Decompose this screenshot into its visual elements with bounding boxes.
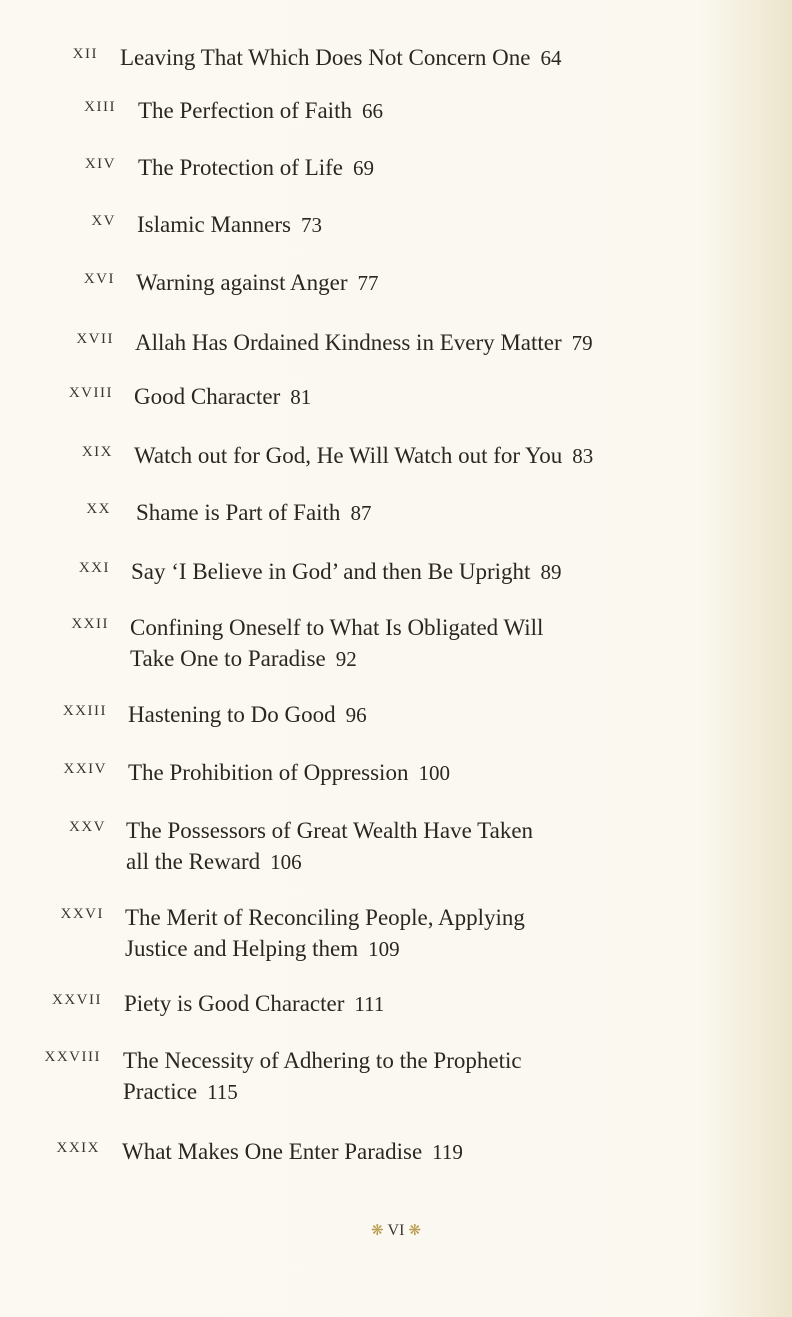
- chapter-numeral: XXVIII: [44, 1049, 101, 1065]
- chapter-numeral: XXI: [78, 560, 110, 576]
- chapter-numeral: XIV: [84, 156, 116, 172]
- chapter-title: [136, 497, 371, 529]
- title-line: Hastening to Do Good: [128, 702, 336, 727]
- chapter-numeral: XV: [91, 213, 116, 229]
- page-number: 119: [432, 1140, 463, 1164]
- chapter-title: [131, 556, 561, 588]
- chapter-numeral: XVII: [76, 331, 114, 347]
- chapter-title: [138, 95, 383, 127]
- chapter-title: [137, 209, 322, 241]
- title-line: The Perfection of Faith: [138, 98, 352, 123]
- ornament-icon: ❋: [370, 1223, 384, 1239]
- chapter-title: [138, 152, 374, 184]
- chapter-numeral: XX: [86, 501, 111, 517]
- title-line: Warning against Anger: [136, 270, 348, 295]
- chapter-numeral: XXIII: [62, 703, 107, 719]
- title-line: Say ‘I Believe in God’ and then Be Upright: [131, 559, 531, 584]
- page-number: 100: [418, 761, 450, 785]
- page-number: 66: [361, 99, 383, 123]
- title-line: Watch out for God, He Will Watch out for You: [134, 443, 563, 468]
- chapter-title: [134, 440, 593, 472]
- chapter-numeral: XVI: [83, 271, 115, 287]
- chapter-numeral: XXIV: [63, 761, 107, 777]
- chapter-numeral: XXIX: [56, 1140, 100, 1156]
- page-number: 69: [353, 156, 375, 180]
- folio-number: VI: [387, 1222, 405, 1239]
- title-line: Confining Oneself to What Is Obligated Will: [130, 615, 544, 640]
- title-line: all the Reward: [126, 849, 261, 874]
- page-number: 92: [335, 647, 357, 671]
- chapter-title: [120, 42, 562, 74]
- page-number: 83: [572, 444, 594, 468]
- chapter-title: [134, 381, 311, 413]
- title-line: The Prohibition of Oppression: [128, 760, 409, 785]
- chapter-numeral: XXVII: [52, 992, 102, 1008]
- page-number: 89: [540, 560, 562, 584]
- chapter-title: [126, 815, 533, 878]
- title-line: Piety is Good Character: [124, 991, 345, 1016]
- chapter-title: [125, 902, 525, 965]
- page-number: 109: [368, 937, 400, 961]
- chapter-title: [123, 1045, 522, 1108]
- title-line: Shame is Part of Faith: [136, 500, 341, 525]
- chapter-title: [135, 327, 593, 359]
- title-line: Good Character: [134, 384, 281, 409]
- title-line: Take One to Paradise: [130, 646, 326, 671]
- page-folio: [0, 1221, 792, 1240]
- page-number: 64: [540, 46, 562, 70]
- page-number: 77: [357, 271, 379, 295]
- title-line: Practice: [123, 1079, 198, 1104]
- title-line: The Merit of Reconciling People, Applying: [125, 905, 525, 930]
- chapter-title: [128, 699, 367, 731]
- ornament-icon: ❋: [408, 1223, 422, 1239]
- title-line: Justice and Helping them: [125, 936, 359, 961]
- chapter-title: [136, 267, 378, 299]
- chapter-numeral: XXII: [71, 616, 109, 632]
- chapter-title: [130, 612, 543, 675]
- chapter-title: [122, 1136, 463, 1168]
- chapter-title: [128, 757, 450, 789]
- page-number: 81: [290, 385, 312, 409]
- title-line: The Necessity of Adhering to the Prophetic: [123, 1048, 522, 1073]
- chapter-numeral: XIX: [81, 444, 113, 460]
- page-number: 106: [270, 850, 302, 874]
- title-line: The Possessors of Great Wealth Have Taken: [126, 818, 534, 843]
- title-line: The Protection of Life: [138, 155, 344, 180]
- chapter-numeral: XXVI: [60, 906, 104, 922]
- page-number: 87: [350, 501, 372, 525]
- chapter-numeral: XVIII: [68, 385, 113, 401]
- title-line: What Makes One Enter Paradise: [122, 1139, 423, 1164]
- page-number: 96: [345, 703, 367, 727]
- title-line: Allah Has Ordained Kindness in Every Matter: [135, 330, 562, 355]
- chapter-numeral: XII: [72, 46, 98, 62]
- chapter-title: [124, 988, 384, 1020]
- chapter-numeral: XIII: [84, 99, 116, 115]
- page-number: 115: [207, 1080, 238, 1104]
- title-line: Leaving That Which Does Not Concern One: [120, 45, 531, 70]
- page-number: 79: [571, 331, 593, 355]
- chapter-numeral: XXV: [69, 819, 106, 835]
- page-number: 73: [300, 213, 322, 237]
- page-number: 111: [354, 992, 385, 1016]
- title-line: Islamic Manners: [137, 212, 291, 237]
